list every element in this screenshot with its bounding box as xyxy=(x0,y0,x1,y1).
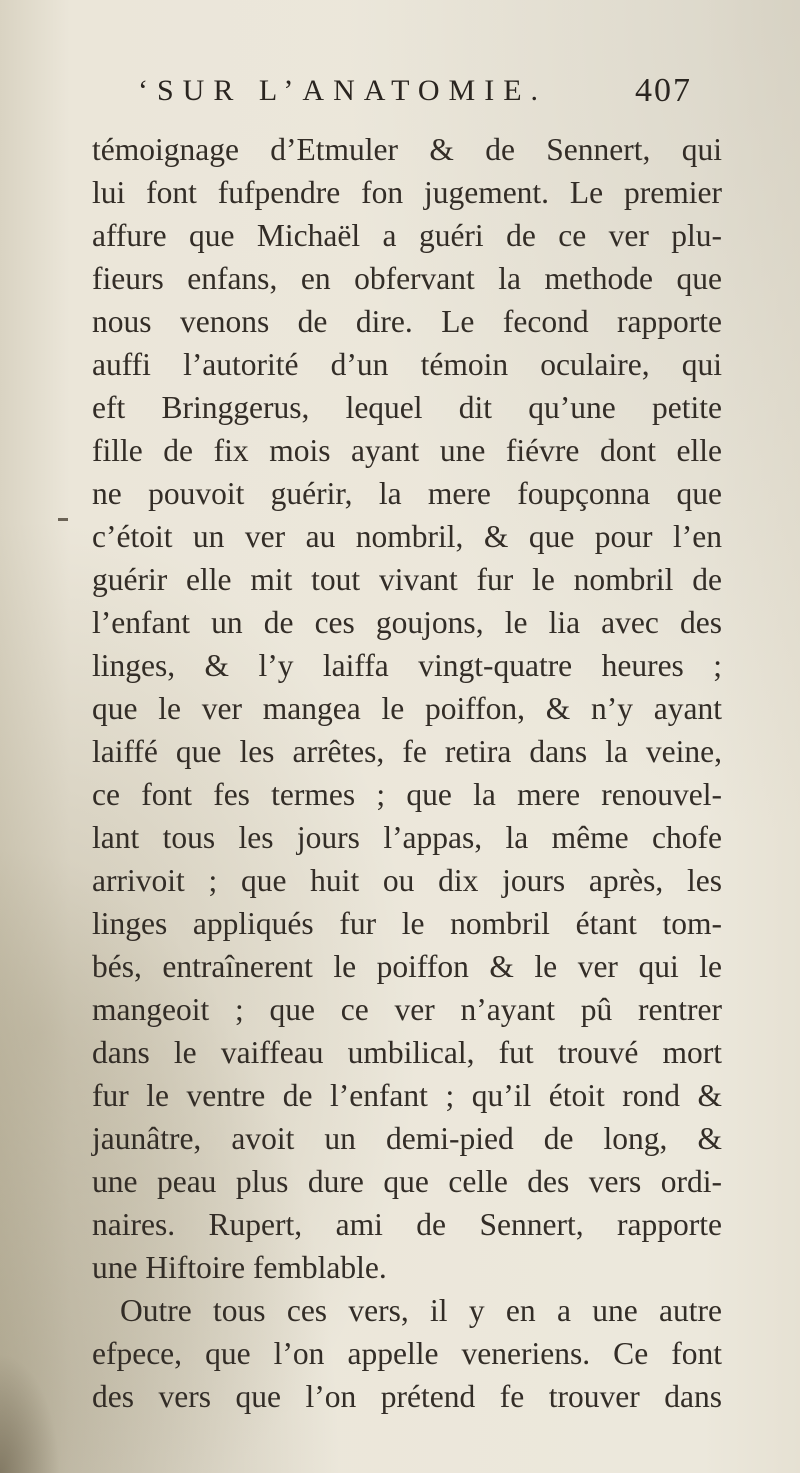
text-line: arrivoit ; que huit ou dix jours après, les xyxy=(92,863,722,898)
text-line: affure que Michaël a guéri de ce ver plu- xyxy=(92,218,722,253)
text-line: laiffé que les arrêtes, fe retira dans la veine, xyxy=(92,734,722,769)
text-line: lant tous les jours l’appas, la même chofe xyxy=(92,820,722,855)
text-line: efpece, que l’on appelle veneriens. Ce font xyxy=(92,1336,722,1371)
page-number: 407 xyxy=(635,72,692,109)
text-line: linges, & l’y laiffa vingt-quatre heures ; xyxy=(92,648,722,683)
text-line: auffi l’autorité d’un témoin oculaire, qui xyxy=(92,347,722,382)
text-line: que le ver mangea le poiffon, & n’y ayant xyxy=(92,691,722,726)
text-line: linges appliqués fur le nombril étant tom- xyxy=(92,906,722,941)
running-title: ‘SUR L’ANATOMIE. xyxy=(138,74,548,107)
page-header xyxy=(138,70,698,130)
text-line: fur le ventre de l’enfant ; qu’il étoit rond & xyxy=(92,1078,722,1113)
text-line: nous venons de dire. Le fecond rapporte xyxy=(92,304,722,339)
text-line: eft Bringgerus, lequel dit qu’une petite xyxy=(92,390,722,425)
text-line: ne pouvoit guérir, la mere foupçonna que xyxy=(92,476,722,511)
text-line: une Hiftoire femblable. xyxy=(92,1250,387,1285)
text-line: c’étoit un ver au nombril, & que pour l’en xyxy=(92,519,722,554)
margin-mark xyxy=(58,518,68,521)
text-line: guérir elle mit tout vivant fur le nombril de xyxy=(92,562,722,597)
text-line: des vers que l’on prétend fe trouver dans xyxy=(92,1379,722,1414)
text-line: lui font fufpendre fon jugement. Le premier xyxy=(92,175,722,210)
text-line: naires. Rupert, ami de Sennert, rapporte xyxy=(92,1207,722,1242)
text-line: fieurs enfans, en obfervant la methode que xyxy=(92,261,722,296)
text-line: bés, entraînerent le poiffon & le ver qui le xyxy=(92,949,722,984)
text-line: jaunâtre, avoit un demi-pied de long, & xyxy=(92,1121,722,1156)
text-line: ce font fes termes ; que la mere renouvel- xyxy=(92,777,722,812)
text-line: fille de fix mois ayant une fiévre dont elle xyxy=(92,433,722,468)
text-line: mangeoit ; que ce ver n’ayant pû rentrer xyxy=(92,992,722,1027)
text-line: une peau plus dure que celle des vers ordi- xyxy=(92,1164,722,1199)
text-line: l’enfant un de ces goujons, le lia avec des xyxy=(92,605,722,640)
body-text xyxy=(92,128,722,1418)
text-line: dans le vaiffeau umbilical, fut trouvé mort xyxy=(92,1035,722,1070)
text-line: témoignage d’Etmuler & de Sennert, qui xyxy=(92,132,722,167)
text-line: Outre tous ces vers, il y en a une autre xyxy=(120,1293,722,1328)
paper-stain xyxy=(0,1353,60,1473)
